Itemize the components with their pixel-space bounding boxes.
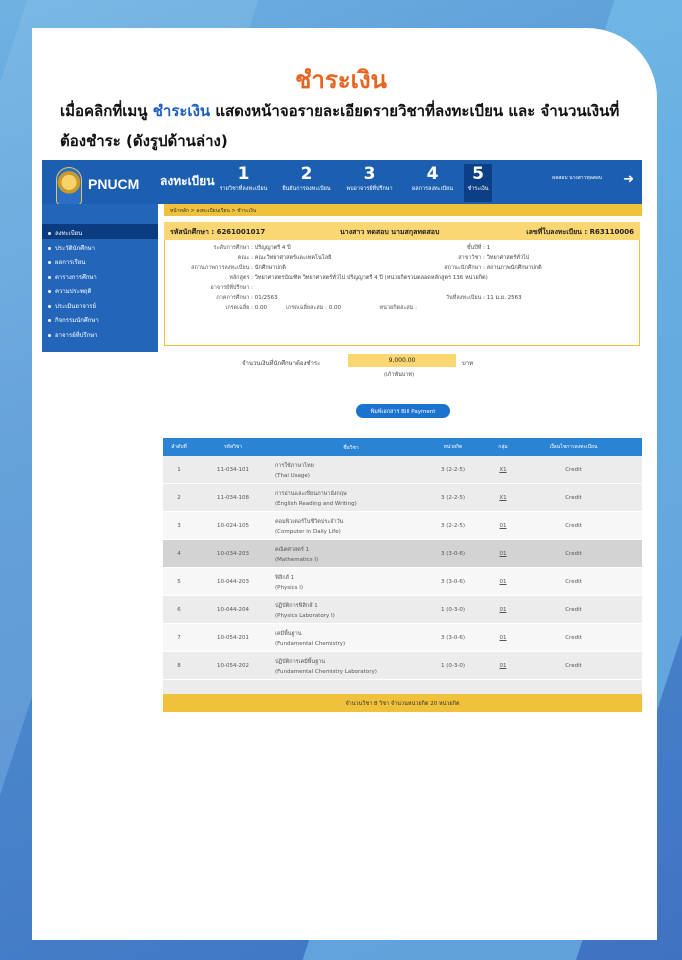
column-header: หน่วยกิต — [443, 444, 463, 450]
amount-label: จำนวนเงินที่นักศึกษาต้องชำระ — [242, 360, 321, 367]
field-value: สถานภาพนักศึกษาปกติ — [486, 265, 542, 271]
field-value: 11 ม.ย. 2563 — [486, 295, 522, 301]
print-bill-payment-button[interactable]: พิมพ์เอกสาร Bill Payment — [356, 404, 450, 418]
field-value: วิทยาศาสตร์ทั่วไป — [486, 255, 530, 261]
cell-name-en: (Mathematics I) — [275, 557, 319, 563]
cell-no: 2 — [177, 495, 181, 501]
cell-name-en: (Physics Laboratory I) — [275, 613, 335, 619]
cell-name-en: (Fundamental Chemistry) — [275, 641, 346, 647]
intro-text — [60, 96, 640, 156]
sidebar — [42, 204, 158, 352]
field-value: นักศึกษาปกติ — [254, 265, 286, 271]
field-label: วันที่ลงทะเบียน : — [445, 295, 485, 301]
cell-condition: Credit — [565, 579, 582, 585]
cell-code: 10-044-203 — [217, 579, 249, 585]
field-label: สาขาวิชา : — [458, 255, 485, 261]
table-row — [163, 568, 642, 596]
student-id: รหัสนักศึกษา : 6261001017 — [170, 228, 266, 236]
bullet-icon — [48, 334, 51, 337]
amount-value: 9,000.00 — [348, 354, 456, 367]
step-tabs — [212, 164, 492, 202]
cell-name-th: การอ่านและเขียนภาษาอังกฤษ — [275, 491, 347, 497]
sidebar-item-profile[interactable] — [42, 239, 158, 254]
bullet-icon — [48, 290, 51, 293]
column-header: รหัสวิชา — [223, 444, 243, 450]
bullet-icon — [48, 305, 51, 308]
bullet-icon — [48, 232, 51, 235]
step-label: ผลการลงทะเบียน — [412, 186, 453, 192]
bullet-icon — [48, 276, 51, 279]
step-5[interactable] — [464, 164, 492, 202]
table-row — [163, 624, 642, 652]
step-number: 4 — [426, 164, 439, 184]
intro-highlight: ชำระเงิน — [152, 102, 211, 120]
breadcrumb: หน้าหลัก > ลงทะเบียนเรียน > ชำระเงิน — [164, 204, 642, 216]
sidebar-item-label: ตารางการศึกษา — [55, 273, 97, 281]
payment-screenshot — [42, 160, 642, 720]
field-label: หลักสูตร : — [229, 275, 253, 281]
document-title: ชำระเงิน — [295, 66, 387, 94]
cell-group-link[interactable]: 01 — [499, 579, 507, 585]
step-number: 2 — [300, 164, 313, 184]
cell-credit: 3 (3-0-6) — [440, 551, 465, 557]
cell-condition: Credit — [565, 663, 582, 669]
sidebar-item-label: ลงทะเบียน — [55, 230, 83, 237]
cell-condition: Credit — [565, 467, 582, 473]
table-header — [163, 438, 642, 456]
cell-no: 1 — [177, 467, 181, 473]
column-header: ชื่อวิชา — [343, 445, 359, 451]
user-label: ผลสอบ นางสาวทุลสอบ — [552, 175, 602, 181]
sidebar-item-schedule[interactable] — [42, 268, 158, 283]
table-row — [163, 456, 642, 484]
field-label: สถานะนักศึกษา : — [444, 265, 485, 271]
table-row — [163, 652, 642, 680]
sidebar-item-label: อาจารย์ที่ปรึกษา — [55, 331, 98, 339]
field-label: หน่วยกิตสะสม : — [379, 305, 417, 311]
nav-register[interactable]: ลงทะเบียน — [160, 174, 215, 188]
cell-code: 11-034-101 — [217, 467, 249, 473]
step-2[interactable] — [275, 164, 338, 202]
sidebar-item-label: ความประพฤติ — [55, 288, 92, 295]
sidebar-item-advisor[interactable] — [42, 326, 158, 341]
sidebar-item-register[interactable] — [42, 224, 158, 239]
cell-name-en: (English Reading and Writing) — [275, 501, 357, 507]
field-label: คณะ : — [237, 255, 253, 261]
cell-no: 7 — [177, 635, 181, 641]
table-row — [163, 596, 642, 624]
course-table — [163, 438, 642, 712]
cell-code: 10-054-202 — [217, 663, 249, 669]
step-3[interactable] — [338, 164, 401, 202]
table-spacer — [163, 680, 642, 694]
cell-credit: 3 (3-0-6) — [440, 579, 465, 585]
cell-name-en: (Computer in Daily Life) — [275, 529, 341, 535]
bullet-icon — [48, 247, 51, 250]
field-value: 01/2563 — [254, 295, 278, 301]
step-label: รายวิชาที่ลงทะเบียน — [219, 186, 268, 192]
field-value: 0.00 — [328, 305, 341, 311]
cell-no: 5 — [177, 579, 181, 585]
cell-name-en: (Thai Usage) — [275, 473, 310, 479]
field-label: เกรดเฉลี่ยสะสม : — [286, 305, 327, 311]
sidebar-item-label: ผลการเรียน — [55, 259, 86, 266]
cell-group-link[interactable]: 01 — [499, 607, 507, 613]
cell-no: 4 — [177, 551, 181, 557]
bullet-icon — [48, 319, 51, 322]
cell-code: 10-044-204 — [217, 607, 249, 613]
bullet-icon — [48, 261, 51, 264]
cell-group-link[interactable]: 01 — [499, 523, 507, 529]
field-label: ระดับการศึกษา : — [213, 245, 253, 251]
cell-group-link[interactable]: X1 — [499, 495, 507, 501]
field-value: คณะวิทยาศาสตร์และเทคโนโลยี — [254, 255, 332, 261]
table-row — [163, 484, 642, 512]
cell-condition: Credit — [565, 495, 582, 501]
cell-credit: 3 (3-0-6) — [440, 635, 465, 641]
field-label: สถานภาพการลงทะเบียน : — [191, 265, 253, 271]
sidebar-item-evaluate[interactable] — [42, 297, 158, 312]
student-info — [164, 240, 640, 346]
cell-code: 10-054-201 — [217, 635, 249, 641]
amount-unit: บาท — [462, 360, 474, 367]
table-row — [163, 512, 642, 540]
logo-text: PNUCM — [88, 176, 140, 192]
cell-group-link[interactable]: 01 — [499, 551, 507, 557]
field-label: ชั้นปีที่ : — [466, 245, 485, 251]
cell-name-th: คณิตศาสตร์ 1 — [275, 547, 310, 553]
cell-credit: 3 (2-2-5) — [440, 495, 465, 501]
cell-credit: 1 (0-3-0) — [440, 663, 465, 669]
cell-code: 10-024-105 — [217, 523, 249, 529]
sidebar-item-grades[interactable] — [42, 253, 158, 268]
field-label: ภาคการศึกษา : — [216, 295, 253, 301]
logout-arrow-icon[interactable]: ➜ — [623, 172, 634, 187]
cell-no: 8 — [177, 663, 181, 669]
column-header: เงื่อนไขการลงทะเบียน — [549, 444, 598, 450]
step-label: พบอาจารย์ที่ปรึกษา — [346, 186, 393, 192]
field-value: วิทยาศาสตรบัณฑิต วิทยาศาสตร์ทั่วไป ปริญญาตรี 4 ปี (หน่วยกิตรวมตลอดหลักสูตร 136 หน่วยกิต) — [254, 275, 488, 281]
cell-condition: Credit — [565, 607, 582, 613]
student-name: นางสาว ทดสอบ นามสกุลทดสอบ — [340, 228, 440, 236]
step-number: 1 — [237, 164, 250, 184]
sidebar-item-label: ประเมินอาจารย์ — [55, 302, 96, 310]
top-bar — [42, 160, 642, 204]
cell-condition: Credit — [565, 551, 582, 557]
registration-number: เลขที่ใบลงทะเบียน : R63110006 — [526, 228, 634, 236]
sidebar-item-activities[interactable] — [42, 311, 158, 326]
cell-group-link[interactable]: 01 — [499, 635, 507, 641]
cell-credit: 1 (0-3-0) — [440, 607, 465, 613]
table-summary: จำนวนวิชา 8 วิชา จำนวนหน่วยกิต 20 หน่วยกิต — [163, 694, 642, 712]
cell-no: 3 — [177, 523, 181, 529]
cell-name-th: ปฏิบัติการเคมีพื้นฐาน — [275, 659, 326, 665]
cell-no: 6 — [177, 607, 181, 613]
cell-credit: 3 (2-2-5) — [440, 467, 465, 473]
cell-name-th: คอมพิวเตอร์ในชีวิตประจำวัน — [275, 519, 344, 525]
step-label: ยืนยันการลงทะเบียน — [282, 186, 331, 192]
cell-code: 10-034-203 — [217, 551, 249, 557]
amount-in-words: (เก้าพันบาท) — [384, 372, 415, 378]
column-header: กลุ่ม — [498, 444, 508, 450]
cell-code: 11-034-108 — [217, 495, 249, 501]
step-number: 5 — [472, 164, 484, 184]
cell-name-th: เคมีพื้นฐาน — [275, 631, 302, 637]
step-1[interactable] — [212, 164, 275, 202]
intro-post: แสดงหน้าจอรายละเอียดรายวิชาที่ลงทะเบียน และ จำนวนเงินที่ต้องชำระ (ดังรูปด้านล่าง) — [60, 102, 620, 150]
cell-name-en: (Physics I) — [275, 585, 304, 591]
cell-condition: Credit — [565, 635, 582, 641]
sidebar-item-conduct[interactable] — [42, 282, 158, 297]
field-value: 1 — [486, 245, 491, 251]
sidebar-item-label: ประวัตินักศึกษา — [55, 244, 96, 252]
cell-credit: 3 (2-2-5) — [440, 523, 465, 529]
university-emblem-icon — [56, 167, 82, 205]
cell-name-th: ปฏิบัติการฟิสิกส์ 1 — [275, 603, 318, 609]
cell-condition: Credit — [565, 523, 582, 529]
cell-name-th: การใช้ภาษาไทย — [275, 463, 314, 469]
cell-group-link[interactable]: 01 — [499, 663, 507, 669]
column-header: ลำดับที่ — [171, 444, 187, 450]
intro-pre: เมื่อคลิกที่เมนู — [60, 102, 153, 120]
cell-group-link[interactable]: X1 — [499, 467, 507, 473]
step-label: ชำระเงิน — [467, 186, 489, 192]
cell-name-en: (Fundamental Chemistry Laboratory) — [275, 669, 377, 675]
student-header — [164, 222, 640, 240]
field-value: ปริญญาตรี 4 ปี — [254, 245, 291, 251]
sidebar-item-label: กิจกรรมนักศึกษา — [55, 317, 99, 324]
field-label: เกรดเฉลี่ย : — [225, 305, 253, 311]
field-label: อาจารย์ที่ปรึกษา : — [210, 285, 253, 291]
step-4[interactable] — [401, 164, 464, 202]
field-value: 0.00 — [254, 305, 267, 311]
table-row — [163, 540, 642, 568]
step-number: 3 — [363, 164, 376, 184]
cell-name-th: ฟิสิกส์ 1 — [275, 575, 295, 581]
